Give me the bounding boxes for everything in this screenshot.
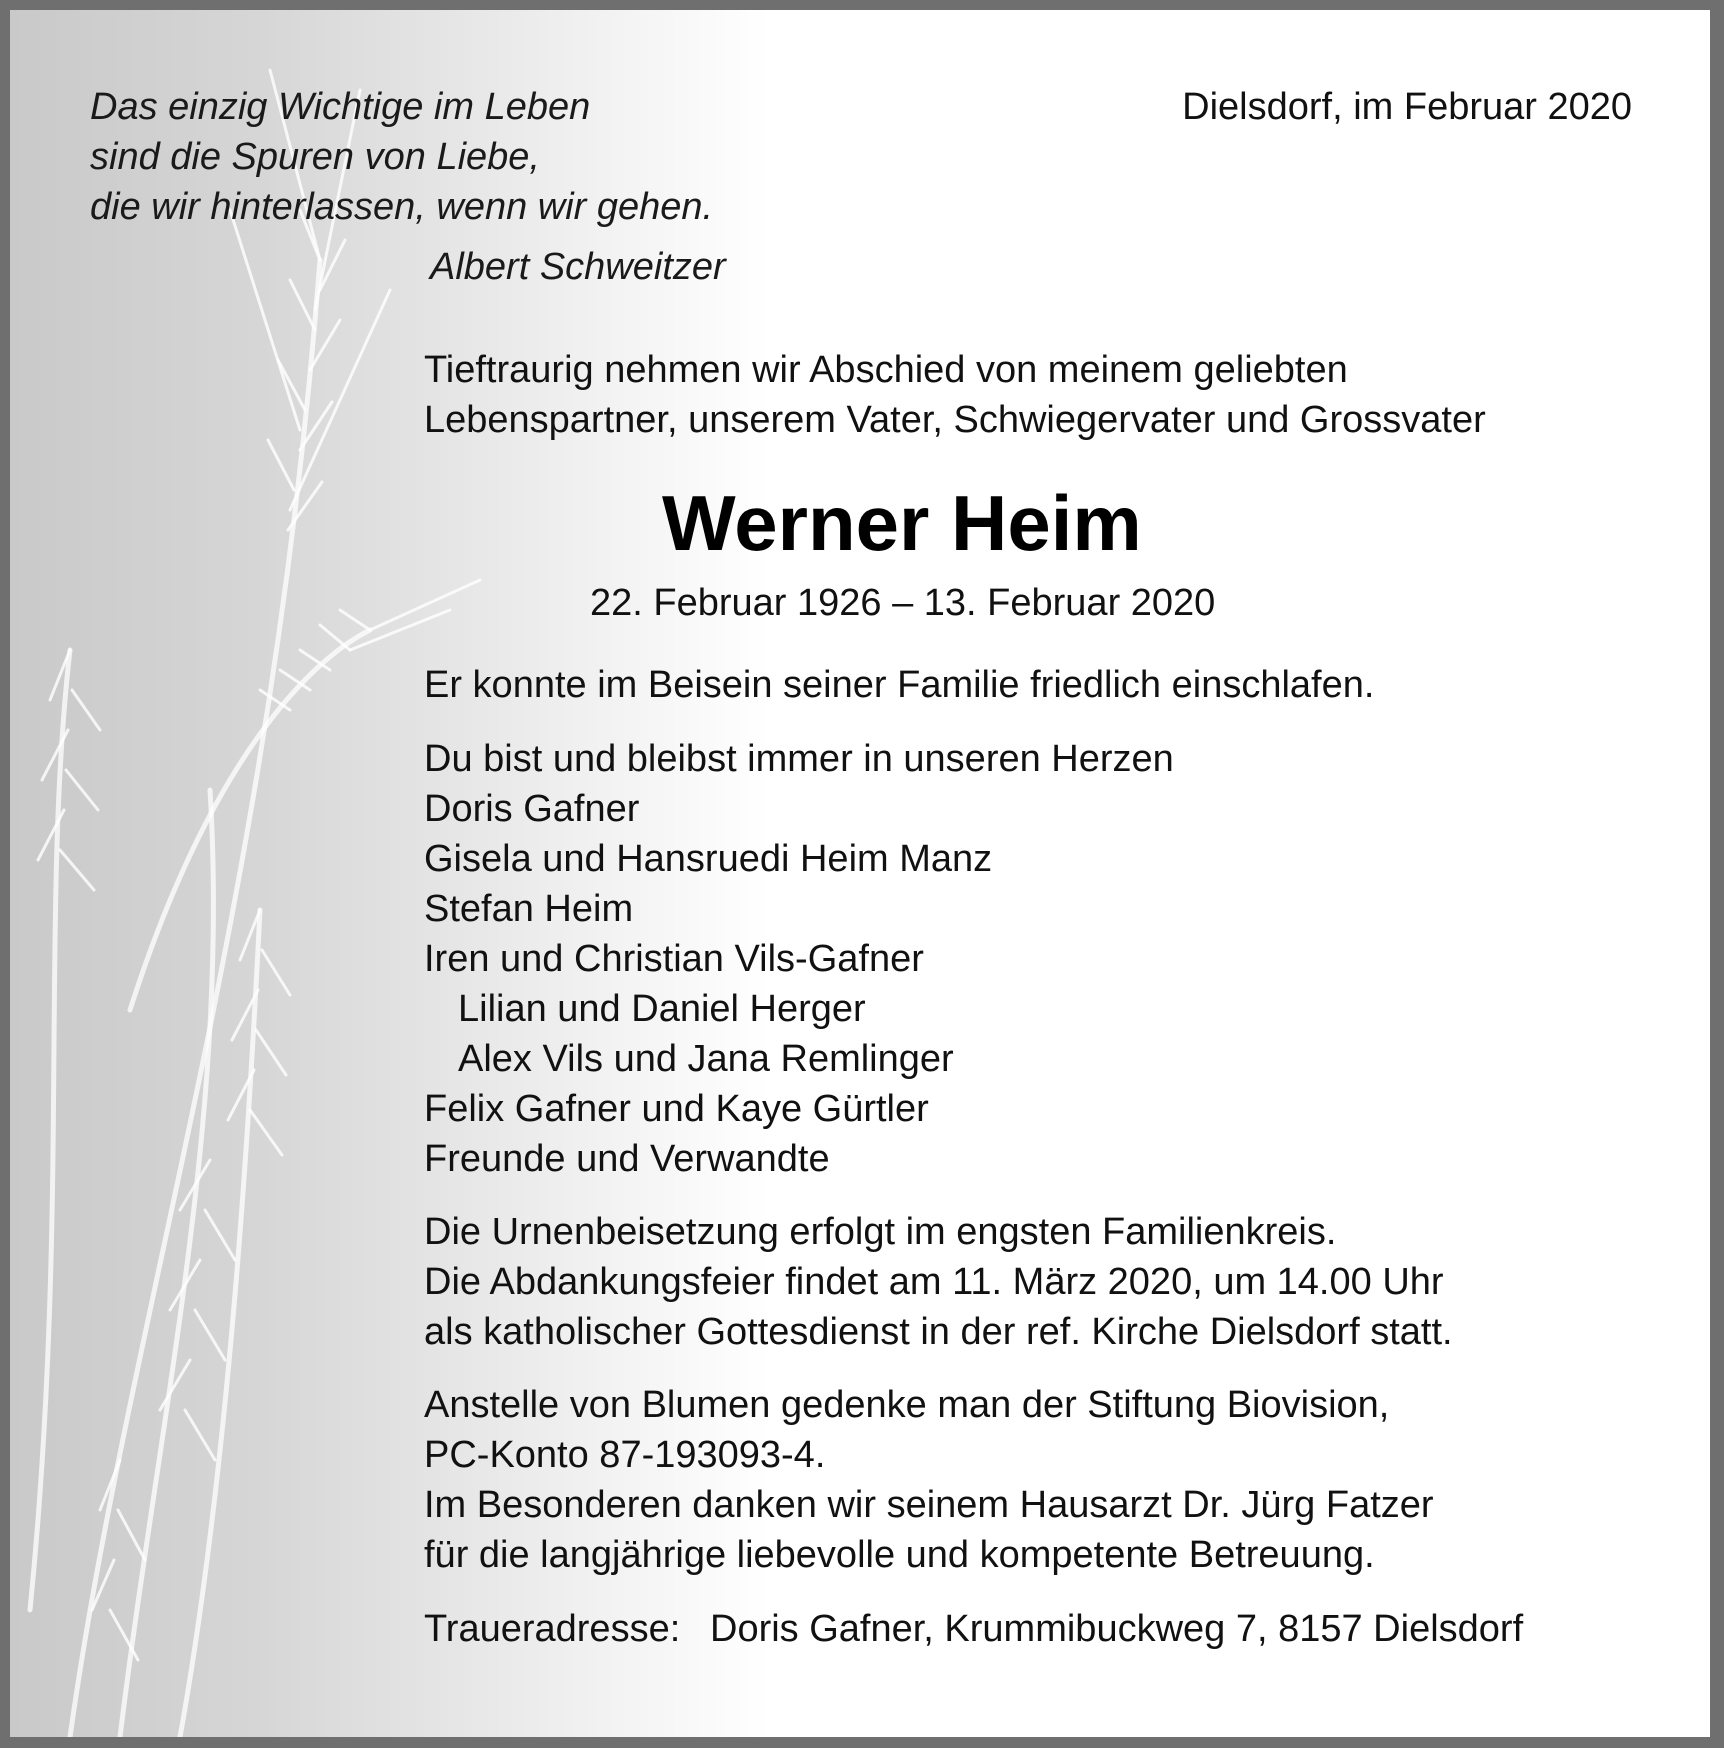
ceremony-line-1: Die Urnenbeisetzung erfolgt im engsten Familienkreis.	[424, 1211, 1337, 1253]
passing-statement: Er konnte im Beisein seiner Familie friedlich einschlafen.	[424, 664, 1375, 706]
mourner-name: Stefan Heim	[424, 888, 634, 930]
donation-line-2: PC-Konto 87-193093-4.	[424, 1434, 826, 1476]
mourner-name: Doris Gafner	[424, 788, 640, 830]
deceased-name: Werner Heim	[662, 479, 1142, 567]
quote-author: Albert Schweitzer	[430, 246, 726, 288]
obituary-notice	[10, 10, 1710, 1737]
mourner-name: Iren und Christian Vils-Gafner	[424, 938, 924, 980]
quote-line-1: Das einzig Wichtige im Leben	[90, 86, 591, 128]
mourner-name-indented: Alex Vils und Jana Remlinger	[458, 1038, 954, 1080]
address-value: Doris Gafner, Krummibuckweg 7, 8157 Dielsdorf	[710, 1608, 1524, 1650]
mourner-name: Gisela und Hansruedi Heim Manz	[424, 838, 993, 880]
quote-line-2: sind die Spuren von Liebe,	[90, 136, 540, 178]
place-date: Dielsdorf, im Februar 2020	[1182, 86, 1632, 128]
mourner-name-indented: Lilian und Daniel Herger	[458, 988, 866, 1030]
ceremony-line-3: als katholischer Gottesdienst in der ref. Kirche Dielsdorf statt.	[424, 1311, 1453, 1353]
intro-line-2: Lebenspartner, unserem Vater, Schwiegervater und Grossvater	[424, 399, 1486, 441]
intro-line-1: Tieftraurig nehmen wir Abschied von meinem geliebten	[424, 349, 1348, 391]
mourner-name: Felix Gafner und Kaye Gürtler	[424, 1088, 929, 1130]
thanks-line-1: Im Besonderen danken wir seinem Hausarzt Dr. Jürg Fatzer	[424, 1484, 1434, 1526]
quote-line-3: die wir hinterlassen, wenn wir gehen.	[90, 186, 714, 228]
ceremony-line-2: Die Abdankungsfeier findet am 11. März 2020, um 14.00 Uhr	[424, 1261, 1444, 1303]
address-label: Traueradresse:	[424, 1608, 681, 1650]
thanks-line-2: für die langjährige liebevolle und kompetente Betreuung.	[424, 1534, 1375, 1576]
life-dates: 22. Februar 1926 – 13. Februar 2020	[590, 582, 1216, 624]
mourner-name: Freunde und Verwandte	[424, 1138, 830, 1180]
donation-line-1: Anstelle von Blumen gedenke man der Stiftung Biovision,	[424, 1384, 1390, 1426]
mourners-heading: Du bist und bleibst immer in unseren Herzen	[424, 738, 1174, 780]
